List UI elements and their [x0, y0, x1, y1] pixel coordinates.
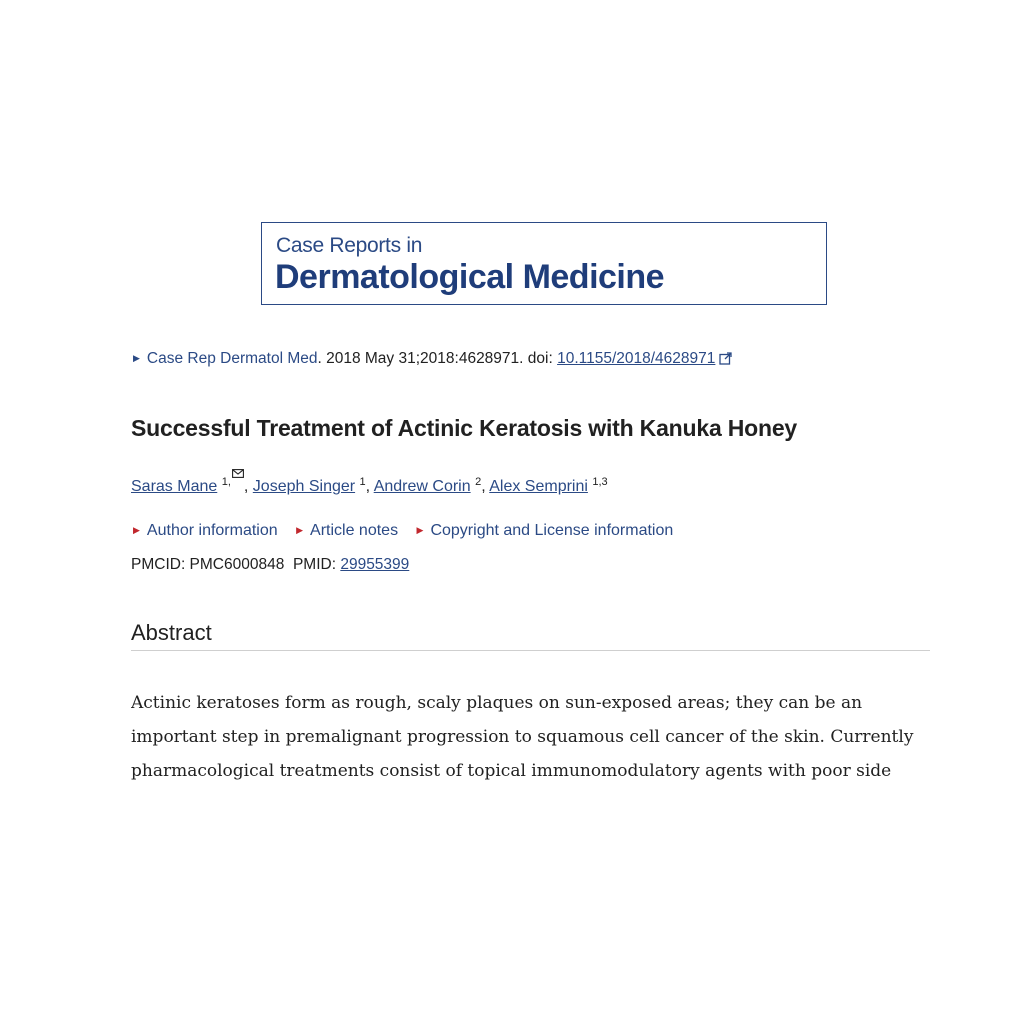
author-affiliation: 1: [359, 476, 366, 488]
author-list: Saras Mane $^{1,}$ , Joseph Singer $^1$, Andrew Corin $^2$, Alex Semprini $^{1,3}$: [131, 469, 608, 496]
info-links: [133, 522, 687, 540]
citation-details: . 2018 May 31;2018:4628971. doi:: [317, 350, 558, 367]
pmcid-text: PMCID: PMC6000848 PMID:: [131, 556, 341, 573]
copyright-license-toggle[interactable]: ▶ Copyright and License information: [416, 522, 674, 539]
author-affiliation: 2: [475, 476, 482, 488]
divider: [131, 650, 930, 651]
abstract-line: important step in premalignant progression to squamous cell cancer of the skin. Currently: [131, 727, 914, 747]
journal-logo: [261, 222, 827, 305]
abstract-text: [131, 686, 930, 790]
journal-link[interactable]: Case Rep Dermatol Med: [146, 350, 318, 367]
doi-link[interactable]: 10.1155/2018/4628971: [557, 350, 716, 367]
author-affiliation: 1,: [222, 476, 244, 488]
external-link-icon[interactable]: [719, 352, 732, 370]
triangle-right-icon: ▶: [416, 525, 424, 535]
abstract-heading: Abstract: [131, 620, 212, 645]
logo-line-2: Dermatological Medicine: [275, 258, 665, 296]
mail-icon[interactable]: [232, 469, 244, 481]
triangle-right-icon: ▶: [296, 525, 304, 535]
article-ids: [131, 556, 409, 574]
author-information-toggle[interactable]: ▶ Author information: [133, 522, 278, 539]
triangle-right-icon: ▶: [133, 353, 140, 363]
article-notes-toggle[interactable]: ▶ Article notes: [296, 522, 399, 539]
pmid-link[interactable]: 29955399: [340, 556, 410, 573]
citation: [133, 350, 732, 370]
author-link[interactable]: Andrew Corin: [373, 478, 471, 495]
author-affiliation: 1,3: [592, 476, 608, 488]
abstract-line: Actinic keratoses form as rough, scaly plaques on sun-exposed areas; they can be an: [131, 693, 863, 713]
author-link[interactable]: Saras Mane: [131, 478, 218, 495]
article-title: Successful Treatment of Actinic Keratosis with Kanuka Honey: [131, 415, 798, 441]
abstract-line: pharmacological treatments consist of topical immunomodulatory agents with poor side: [131, 761, 892, 781]
logo-line-1: Case Reports in: [276, 234, 423, 257]
triangle-right-icon: ▶: [133, 525, 140, 535]
author-link[interactable]: Alex Semprini: [489, 478, 588, 495]
author-link[interactable]: Joseph Singer: [252, 478, 356, 495]
